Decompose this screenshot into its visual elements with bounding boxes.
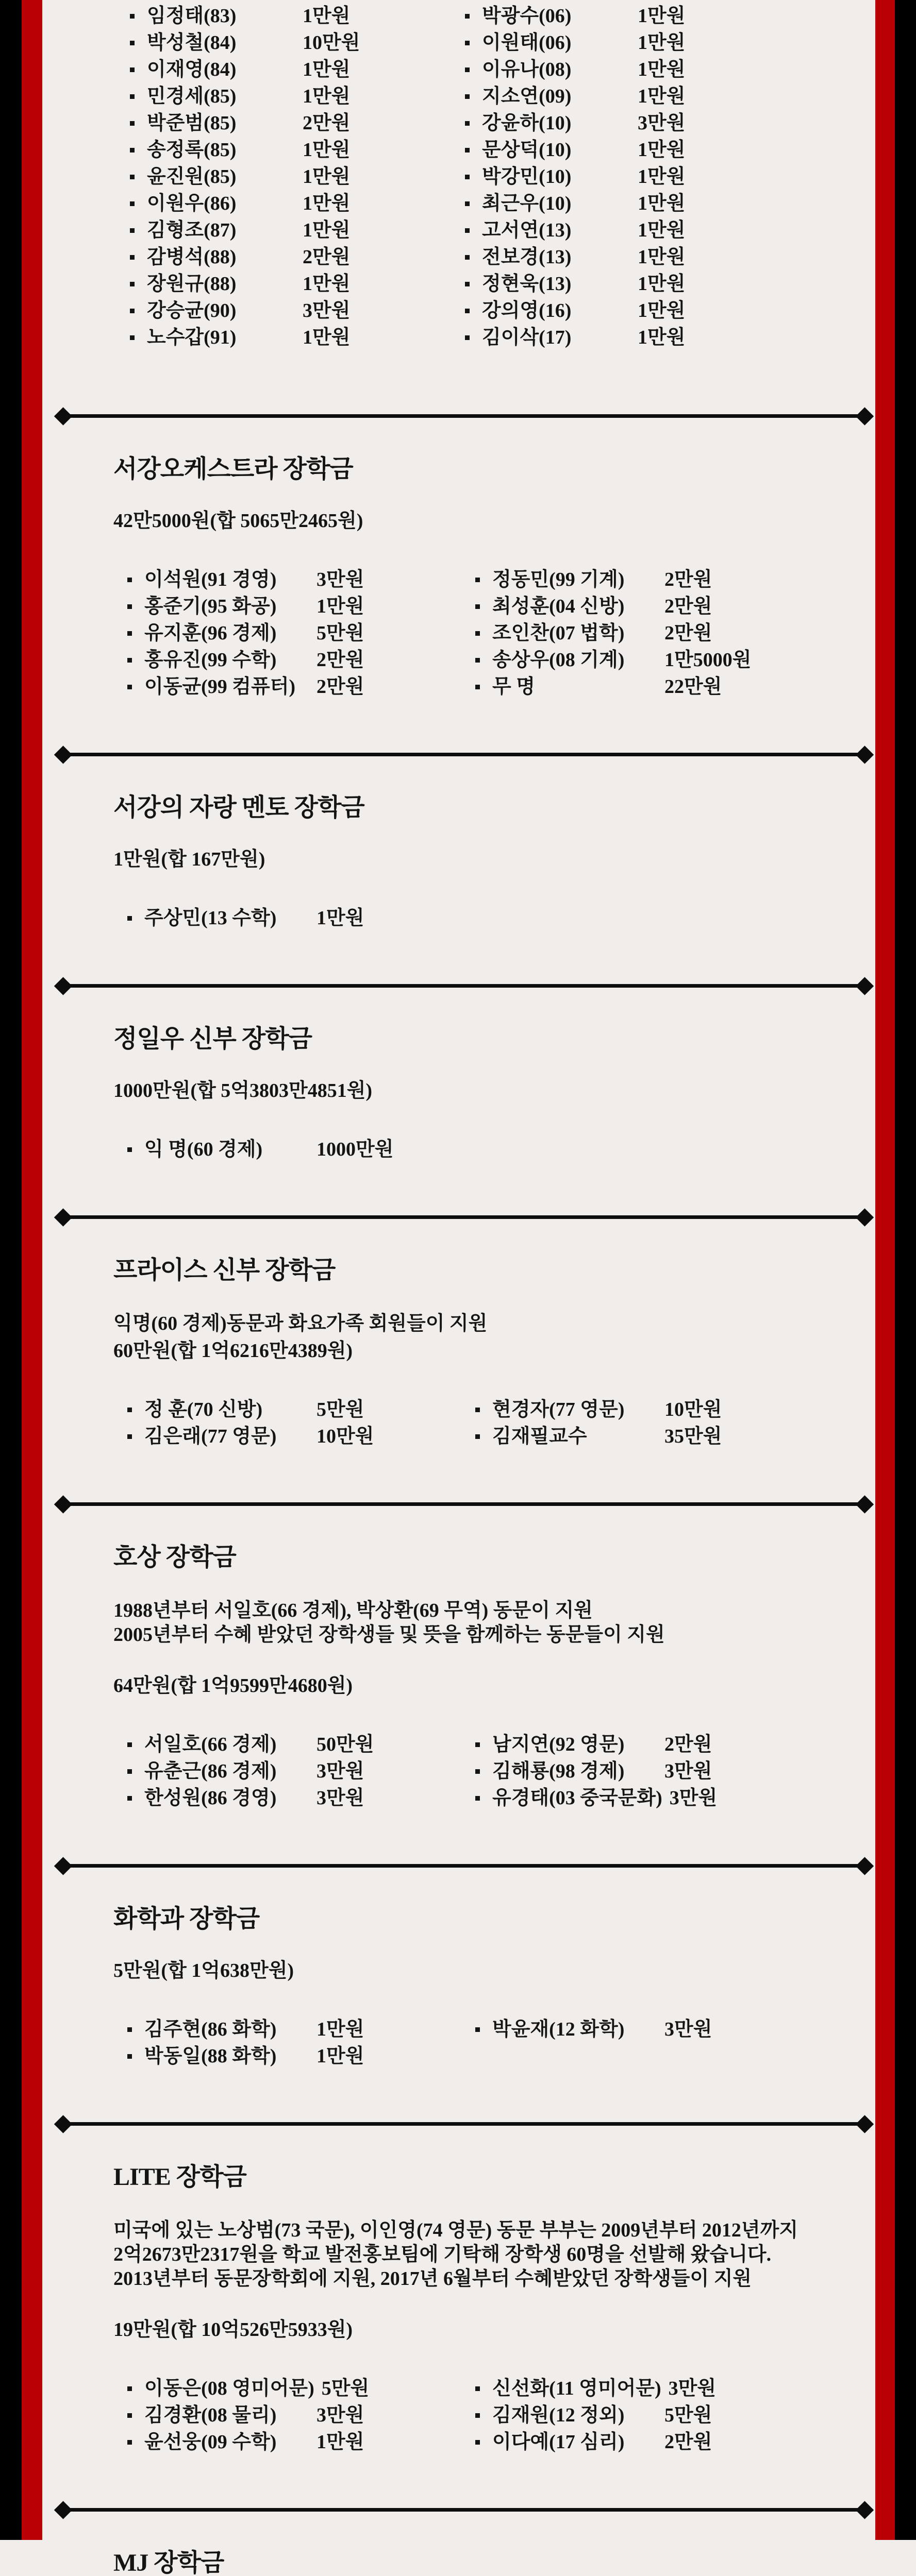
donor-column-right [474,566,860,700]
donor-row [464,270,875,297]
donor-name: 윤선웅(09 수학) [144,2431,277,2453]
donor-amount: 1만원 [317,2045,364,2067]
donor-row [464,3,875,29]
donor-name: 지소연(09) [482,86,572,107]
donor-amount: 1만원 [638,193,686,214]
donor-name: 현경자(77 영문) [492,1399,625,1420]
donor-amount: 3만원 [317,2404,364,2426]
scholarship-section [42,1906,875,2070]
donor-column-right [474,2016,860,2043]
scholarship-section [42,1545,875,1811]
donor-row [126,2375,474,2402]
donor-row [129,3,464,29]
donor-amount: 2만원 [664,569,712,590]
donor-name: 송상우(08 기계) [492,649,625,671]
donor-row [474,2375,860,2402]
donor-name: 윤진원(85) [147,166,237,188]
donor-name: 조인찬(07 법학) [492,622,625,644]
description-line: 익명(60 경제)동문과 화요가족 회원들이 지원 [113,1313,488,1334]
donor-row [464,244,875,270]
donor-name: 익 명(60 경제) [144,1139,263,1160]
donor-name: 김재필교수 [492,1426,587,1447]
donor-name: 이재영(84) [147,59,237,80]
section-title: 프라이스 신부 장학금 [113,1257,336,1284]
donor-name: 이다예(17 심리) [492,2431,625,2453]
donor-name: 노수갑(91) [147,327,237,348]
donor-amount: 5만원 [317,622,364,644]
donor-row [129,217,464,244]
donor-row [126,647,474,673]
scholarship-section [42,1026,875,1163]
donor-name: 박준범(85) [147,112,237,134]
description-line: 2억2673만2317원을 학교 발전홍보팀에 기탁해 장학생 60명을 선발해 왔습니다. [113,2244,772,2265]
scholarship-sections [42,414,875,2455]
scholarship-section [42,1258,875,1450]
left-red-border [22,0,42,2540]
section-description [113,1312,860,1336]
donor-name: 박광수(06) [482,5,572,27]
donor-amount: 50만원 [317,1734,374,1755]
donor-amount: 3만원 [638,112,686,134]
right-red-border [875,0,895,2540]
donor-name: 김경환(08 물리) [144,2404,277,2426]
donor-row [464,56,875,83]
donor-name: 박성철(84) [147,32,237,54]
donor-amount: 5만원 [321,2378,370,2399]
donor-row [129,56,464,83]
donor-column-left [126,1136,474,1163]
section-divider [59,1215,869,1219]
donor-name: 김주현(86 화학) [144,2019,277,2040]
donor-name: 이동은(08 영미어문) [144,2378,314,2399]
donor-name: 감병석(88) [147,246,237,268]
donor-amount: 1만원 [638,273,686,295]
donor-row [126,1423,474,1450]
section-amount-summary: 42만5000원(합 5065만2465원) [113,510,363,532]
section-divider [59,753,869,756]
donor-amount: 22만원 [664,676,722,698]
donor-name: 홍유진(99 수학) [144,649,277,671]
donor-amount: 1만원 [303,327,351,348]
donor-column-left [126,2375,474,2455]
donor-name: 강의영(16) [482,300,572,321]
donor-row [474,620,860,647]
donor-row [474,2402,860,2429]
donor-name: 정 훈(70 신방) [144,1399,263,1420]
donor-row [126,673,474,700]
donor-row [126,2429,474,2455]
donor-row [474,593,860,620]
section-donor-list [126,2375,860,2455]
donor-amount: 1만원 [638,219,686,241]
section-title: LITE 장학금 [113,2163,246,2191]
donor-amount: 3만원 [664,1760,712,1782]
donor-amount: 2만원 [303,246,351,268]
section-donor-list [126,905,860,931]
donor-name: 홍준기(95 화공) [144,596,277,617]
donor-column-left [126,566,474,700]
section-amount-summary: 1만원(합 167만원) [113,849,265,870]
donor-column-left [129,3,464,351]
donor-row [126,1785,474,1811]
donor-row [129,163,464,190]
donor-amount: 1만원 [638,166,686,188]
donor-row [126,2043,474,2070]
donor-row [129,137,464,163]
section-title: 서강의 자랑 멘토 장학금 [113,794,364,821]
donor-amount: 1만원 [303,273,351,295]
donor-row [464,324,875,351]
donor-amount: 3만원 [669,1787,718,1809]
donor-amount: 1만원 [303,59,351,80]
donor-name: 정현욱(13) [482,273,572,295]
left-black-border [0,0,22,2540]
donor-row [464,190,875,217]
section-donor-list [126,1731,860,1811]
donor-row [129,270,464,297]
donor-row [129,83,464,110]
donor-amount: 2만원 [664,622,712,644]
donor-name: 민경세(85) [147,86,237,107]
donor-name: 김형조(87) [147,219,237,241]
donor-amount: 3만원 [668,2378,717,2399]
section-divider [59,2508,869,2512]
donor-row [126,2016,474,2043]
section-divider [59,414,869,418]
donor-name: 장원규(88) [147,273,237,295]
description-line: 2005년부터 수혜 받았던 장학생들 및 뜻을 함께하는 동문들이 지원 [113,1624,665,1646]
next-section-title-partial: MJ 장학금 [113,2549,224,2576]
donor-row [474,1423,860,1450]
section-title: 호상 장학금 [113,1544,236,1571]
section-title: 정일우 신부 장학금 [113,1025,312,1053]
scholarship-section [42,795,875,931]
donor-row [474,673,860,700]
donor-amount: 10만원 [303,32,360,54]
section-amount-summary: 60만원(합 1억6216만4389원) [113,1340,353,1362]
page-content [42,0,875,2576]
donor-name: 송정록(85) [147,139,237,161]
donor-amount: 1만원 [303,86,351,107]
section-amount-summary: 64만원(합 1억9599만4680원) [113,1675,353,1697]
donor-amount: 1만원 [638,59,686,80]
donor-name: 신선화(11 영미어문) [492,2378,661,2399]
donor-amount: 1만원 [638,5,686,27]
donor-row [474,1758,860,1785]
scholarship-section [42,2164,875,2455]
section-description [113,2218,860,2291]
donor-name: 한성원(86 경영) [144,1787,277,1809]
donor-column-left [126,2016,474,2070]
section-description [113,1599,860,1647]
section-donor-list [126,566,860,700]
donor-row [464,83,875,110]
donor-amount: 2만원 [664,2431,712,2453]
donor-name: 고서연(13) [482,219,572,241]
donor-amount: 5만원 [664,2404,712,2426]
section-amount-summary: 1000만원(합 5억3803만4851원) [113,1080,373,1101]
donor-row [474,1785,860,1811]
donor-name: 이석원(91 경영) [144,569,277,590]
donor-name: 임정태(83) [147,5,237,27]
donor-amount: 1만원 [638,139,686,161]
donor-row [129,297,464,324]
donor-name: 최성훈(04 신방) [492,596,625,617]
section-donor-list [126,1136,860,1163]
description-line: 2013년부터 동문장학회에 지원, 2017년 6월부터 수혜받았던 장학생들이 지원 [113,2268,752,2290]
donor-amount: 2만원 [664,1734,712,1755]
section-amount-summary: 5만원(합 1억638만원) [113,1960,294,1981]
donor-row [474,2016,860,2043]
section-divider [59,1502,869,1506]
donor-amount: 3만원 [317,1760,364,1782]
donor-amount: 3만원 [303,300,351,321]
donor-row [474,1731,860,1758]
donor-row [126,566,474,593]
donor-row [474,1396,860,1423]
donor-amount: 1만원 [303,166,351,188]
donor-amount: 2만원 [664,596,712,617]
donor-row [129,324,464,351]
donor-row [126,1731,474,1758]
donor-amount: 3만원 [664,2019,712,2040]
right-black-border [895,0,916,2540]
section-title: 서강오케스트라 장학금 [113,455,353,483]
donor-row [126,905,474,931]
donor-name: 김해룡(98 경제) [492,1760,625,1782]
donor-amount: 1만원 [638,327,686,348]
donor-name: 이유나(08) [482,59,572,80]
donor-amount: 1만원 [317,907,364,929]
section-donor-list [126,2016,860,2070]
donor-name: 무 명 [492,676,535,698]
section-divider [59,984,869,988]
donor-amount: 1만원 [638,246,686,268]
section-donor-list [126,1396,860,1450]
donor-amount: 1만원 [317,2019,364,2040]
donor-name: 문상덕(10) [482,139,572,161]
donor-row [474,566,860,593]
donor-row [464,217,875,244]
description-line: 1988년부터 서일호(66 경제), 박상환(69 무역) 동문이 지원 [113,1600,593,1621]
donor-amount: 2만원 [317,676,364,698]
donor-name: 강윤하(10) [482,112,572,134]
donor-row [464,163,875,190]
top-donor-list [42,0,875,351]
donor-row [129,190,464,217]
donor-name: 최근우(10) [482,193,572,214]
donor-column-right [474,1731,860,1811]
donor-name: 김이삭(17) [482,327,572,348]
donor-name: 박동일(88 화학) [144,2045,277,2067]
donor-row [126,2402,474,2429]
donor-row [126,1396,474,1423]
donor-column-left [126,905,474,931]
donor-amount: 5만원 [317,1399,364,1420]
section-amount-summary: 19만원(합 10억526만5933원) [113,2319,353,2341]
donor-name: 강승균(90) [147,300,237,321]
donor-amount: 1만원 [303,5,351,27]
donor-name: 유지훈(96 경제) [144,622,277,644]
donor-name: 남지연(92 영문) [492,1734,625,1755]
donor-row [126,1758,474,1785]
donor-name: 전보경(13) [482,246,572,268]
donor-amount: 1만원 [317,596,364,617]
section-divider [59,1864,869,1868]
donor-name: 이원우(86) [147,193,237,214]
donor-name: 김재원(12 정외) [492,2404,625,2426]
donor-row [474,647,860,673]
donor-amount: 1만원 [638,300,686,321]
section-divider [59,2122,869,2126]
donor-row [464,297,875,324]
donor-column-right [464,3,875,351]
donor-name: 주상민(13 수학) [144,907,277,929]
donor-name: 이동균(99 컴퓨터) [144,676,296,698]
donor-amount: 10만원 [317,1426,374,1447]
donor-amount: 1만원 [638,86,686,107]
donor-name: 이원태(06) [482,32,572,54]
donor-row [129,244,464,270]
donor-row [464,110,875,137]
donor-column-left [126,1731,474,1811]
donor-amount: 2만원 [317,649,364,671]
donor-amount: 1만5000원 [664,649,752,671]
donor-amount: 10만원 [664,1399,722,1420]
donor-amount: 1만원 [638,32,686,54]
scholarship-section [42,456,875,700]
donor-amount: 1000만원 [317,1139,394,1160]
donor-amount: 1만원 [303,219,351,241]
donor-name: 유경태(03 중국문화) [492,1787,662,1809]
section-title: 화학과 장학금 [113,1905,260,1933]
donor-row [129,29,464,56]
donor-row [464,29,875,56]
donor-amount: 2만원 [303,112,351,134]
donor-amount: 1만원 [303,139,351,161]
donor-row [464,137,875,163]
donor-row [126,1136,474,1163]
donor-column-right [474,2375,860,2455]
donor-name: 정동민(99 기계) [492,569,625,590]
donor-amount: 1만원 [303,193,351,214]
donor-name: 유춘근(86 경제) [144,1760,277,1782]
donor-name: 박강민(10) [482,166,572,188]
donor-amount: 3만원 [317,569,364,590]
donor-row [474,2429,860,2455]
donor-row [126,593,474,620]
donor-amount: 3만원 [317,1787,364,1809]
donor-amount: 35만원 [664,1426,722,1447]
donor-column-right [474,1396,860,1450]
description-line: 미국에 있는 노상범(73 국문), 이인영(74 영문) 동문 부부는 2009년부터 2012년까지 [113,2219,798,2241]
donor-name: 김은래(77 영문) [144,1426,277,1447]
donor-row [129,110,464,137]
donor-name: 박윤재(12 화학) [492,2019,625,2040]
donor-row [126,620,474,647]
donor-column-left [126,1396,474,1450]
donor-name: 서일호(66 경제) [144,1734,277,1755]
donor-amount: 1만원 [317,2431,364,2453]
